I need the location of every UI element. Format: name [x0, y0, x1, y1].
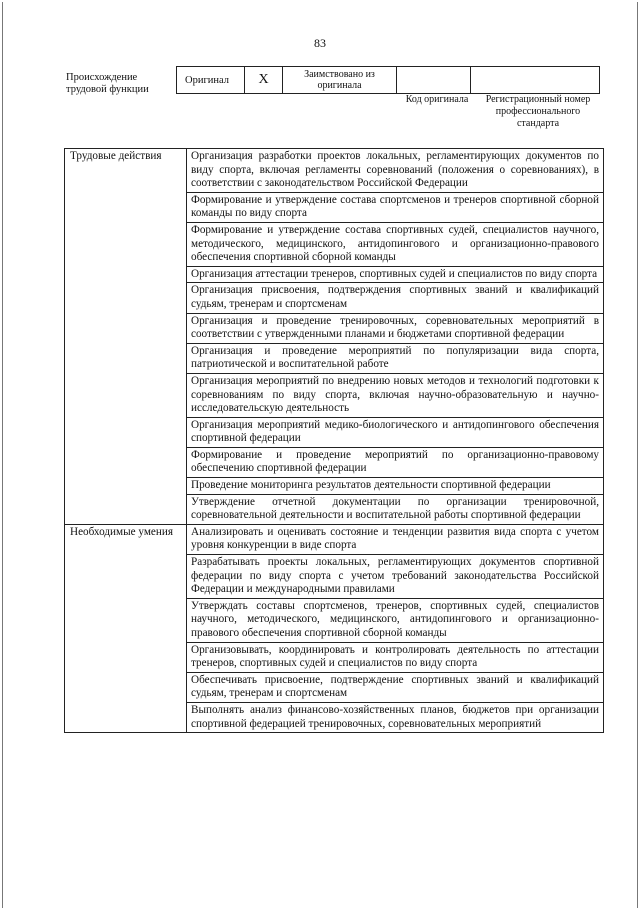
section-item: Формирование и утверждение состава спортивных судей, специалистов научного, методического, медицинского, антидопингового и организационно-правового обеспечения спортивной сборной команды [187, 222, 604, 266]
section-item: Разрабатывать проекты локальных, регламентирующих документов спортивной федерации по виду спорта с учетом требований законодательства Российской Федерации и международными правилами [187, 555, 604, 599]
reg-number-caption: Регистрационный номер профессионального стандарта [485, 94, 591, 129]
borrowed-cell: Заимствовано из оригинала [283, 67, 397, 93]
original-mark: X [245, 67, 283, 93]
table-row [65, 524, 604, 554]
reg-number-cell [471, 67, 599, 93]
section-item: Утверждение отчетной документации по организации тренировочной, соревновательной деятельности и воспитательной работы спортивной федерации [187, 494, 604, 524]
section-item: Анализировать и оценивать состояние и тенденции развития вида спорта с учетом уровня конкуренции в виде спорта [187, 524, 604, 554]
section-title: Трудовые действия [65, 149, 187, 525]
origin-label: Происхождение трудовой функции [66, 72, 149, 95]
section-item: Организация присвоения, подтверждения спортивных званий и квалификаций судьям, тренерам и спортсменам [187, 283, 604, 313]
section-title: Необходимые умения [65, 524, 187, 732]
code-caption: Код оригинала [405, 94, 469, 105]
section-item: Организовывать, координировать и контролировать деятельность по аттестации тренеров, спортивных судей и специалистов по виду спорта [187, 642, 604, 672]
section-item: Организация мероприятий по внедрению новых методов и технологий подготовки к соревнованиям по виду спорта, включая научно-образовательную и научно-исследовательскую деятельность [187, 373, 604, 417]
section-item: Проведение мониторинга результатов деятельности спортивной федерации [187, 478, 604, 495]
section-item: Организация разработки проектов локальных, регламентирующих документов по виду спорта, включая регламенты соревнований (положения о соревнованиях), в соответствии с законодательством Российской Федерации [187, 149, 604, 193]
section-item: Формирование и утверждение состава спортсменов и тренеров спортивной сборной команды по виду спорта [187, 192, 604, 222]
original-cell: Оригинал [177, 67, 245, 93]
section-item: Организация аттестации тренеров, спортивных судей и специалистов по виду спорта [187, 266, 604, 283]
origin-table [176, 66, 600, 94]
section-item: Организация мероприятий медико-биологического и антидопингового обеспечения спортивной федерации [187, 417, 604, 447]
section-item: Организация и проведение мероприятий по популяризации вида спорта, патриотической и воспитательной работе [187, 343, 604, 373]
code-cell [397, 67, 471, 93]
page-number: 83 [314, 36, 326, 50]
section-item: Организация и проведение тренировочных, соревновательных мероприятий в соответствии с утвержденными планами и бюджетами спортивной федерации [187, 313, 604, 343]
section-item: Утверждать составы спортсменов, тренеров, спортивных судей, специалистов научного, методического, медицинского, антидопингового и организационно-правового обеспечения спортивной сборной команды [187, 598, 604, 642]
function-table [64, 148, 604, 733]
section-item: Обеспечивать присвоение, подтверждение спортивных званий и квалификаций судьям, тренерам и спортсменам [187, 672, 604, 702]
table-row [65, 149, 604, 193]
section-item: Формирование и проведение мероприятий по организационно-правовому обеспечению спортивной федерации [187, 447, 604, 477]
section-item: Выполнять анализ финансово-хозяйственных планов, бюджетов при организации спортивной федерацией тренировочных, соревновательных мероприятий [187, 702, 604, 732]
